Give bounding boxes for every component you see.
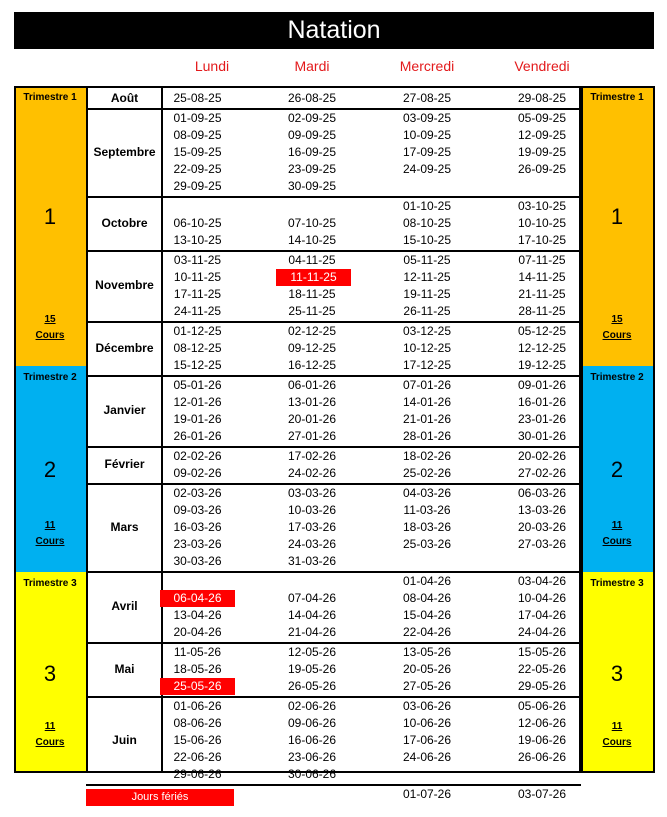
date-cell: 03-12-25	[402, 324, 452, 338]
date-cell: 19-12-25	[517, 358, 567, 372]
date-cell: 16-01-26	[517, 395, 567, 409]
date-cell: 06-03-26	[517, 486, 567, 500]
trimester-number: 2	[610, 457, 624, 482]
date-cell: 03-06-26	[402, 699, 452, 713]
date-cell: 30-03-26	[173, 554, 222, 568]
trimester-number: 1	[43, 204, 57, 229]
month-label: Mai	[114, 661, 135, 676]
date-cell: 26-05-26	[287, 679, 337, 693]
date-cell: 30-01-26	[517, 429, 567, 443]
date-cell: 17-11-25	[173, 287, 222, 301]
date-cell: 10-06-26	[402, 716, 452, 730]
date-cell: 21-01-26	[402, 412, 452, 426]
trimester-label: Trimestre 2	[590, 372, 644, 383]
trimester-number: 2	[43, 457, 57, 482]
date-cell: 25-08-25	[173, 91, 222, 105]
date-cell: 14-10-25	[287, 233, 337, 247]
date-cell: 16-06-26	[287, 733, 337, 747]
date-cell: 02-03-26	[173, 486, 222, 500]
date-cell: 04-03-26	[402, 486, 452, 500]
course-count: 11	[44, 721, 56, 732]
date-cell: 01-07-26	[402, 787, 452, 801]
date-cell: 28-01-26	[402, 429, 452, 443]
date-cell: 05-12-25	[517, 324, 567, 338]
date-cell: 19-09-25	[517, 145, 567, 159]
date-cell: 10-10-25	[517, 216, 567, 230]
date-cell: 06-10-25	[173, 216, 222, 230]
date-cell: 18-11-25	[288, 287, 336, 301]
course-count: 15	[44, 314, 56, 325]
date-cell: 26-11-25	[403, 304, 451, 318]
date-cell: 01-10-25	[402, 199, 452, 213]
date-cell: 19-01-26	[173, 412, 222, 426]
day-header-mardi: Mardi	[294, 58, 330, 74]
legend-holidays: Jours fériés	[86, 789, 234, 806]
date-cell: 23-03-26	[173, 537, 222, 551]
course-count: 11	[44, 520, 56, 531]
date-cell: 20-05-26	[402, 662, 452, 676]
date-cell: 02-09-25	[287, 111, 337, 125]
month-label: Juin	[112, 732, 137, 747]
date-cell: 20-03-26	[517, 520, 567, 534]
trimester-label: Trimestre 2	[23, 372, 77, 383]
day-header-lundi: Lundi	[194, 58, 230, 74]
date-cell: 28-11-25	[518, 304, 566, 318]
date-cell: 07-04-26	[287, 591, 337, 605]
date-cell: 23-06-26	[287, 750, 337, 764]
date-cell: 03-03-26	[287, 486, 337, 500]
date-cell: 15-06-26	[173, 733, 222, 747]
date-cell: 31-03-26	[287, 554, 337, 568]
date-cell: 15-09-25	[173, 145, 222, 159]
date-cell: 26-09-25	[517, 162, 567, 176]
date-cell: 19-11-25	[403, 287, 451, 301]
date-cell: 03-07-26	[517, 787, 567, 801]
date-cell: 29-06-26	[173, 767, 222, 781]
date-cell: 22-04-26	[402, 625, 452, 639]
holiday-date-cell: 11-11-25	[276, 269, 351, 286]
date-cell: 10-09-25	[402, 128, 452, 142]
date-cell: 13-03-26	[517, 503, 567, 517]
date-cell: 08-10-25	[402, 216, 452, 230]
course-count: 15	[611, 314, 623, 325]
month-label: Novembre	[95, 278, 154, 292]
course-count: 11	[611, 520, 623, 531]
trimester-number: 3	[610, 660, 624, 686]
month-label: Octobre	[101, 215, 148, 230]
date-cell: 17-10-25	[517, 233, 567, 247]
date-cell: 02-02-26	[173, 449, 222, 463]
date-cell: 26-01-26	[173, 429, 222, 443]
date-cell: 07-11-25	[518, 253, 566, 267]
date-cell: 20-01-26	[287, 412, 337, 426]
day-header-vendredi: Vendredi	[514, 58, 570, 74]
date-cell: 03-11-25	[173, 253, 222, 267]
date-cell: 17-09-25	[402, 145, 452, 159]
date-cell: 09-01-26	[517, 378, 567, 392]
date-cell: 18-02-26	[402, 449, 452, 463]
month-label: Décembre	[95, 340, 154, 355]
date-cell: 03-10-25	[517, 199, 567, 213]
date-cell: 01-06-26	[173, 699, 222, 713]
date-cell: 08-04-26	[402, 591, 452, 605]
trimester-column-border	[14, 86, 88, 773]
date-cell: 17-12-25	[402, 358, 452, 372]
date-cell: 30-09-25	[287, 179, 337, 193]
date-cell: 05-09-25	[517, 111, 567, 125]
course-count-label: Cours	[35, 536, 65, 547]
course-count-label: Cours	[602, 330, 632, 341]
date-cell: 09-03-26	[173, 503, 222, 517]
trimester-label: Trimestre 1	[590, 92, 644, 103]
date-cell: 08-06-26	[173, 716, 222, 730]
date-cell: 11-05-26	[173, 645, 222, 659]
date-cell: 05-11-25	[403, 253, 451, 267]
date-cell: 01-12-25	[173, 324, 222, 338]
course-count-label: Cours	[35, 330, 65, 341]
date-cell: 17-02-26	[287, 449, 337, 463]
date-cell: 16-12-25	[287, 358, 337, 372]
trimester-number: 1	[610, 204, 624, 229]
date-cell: 27-02-26	[517, 466, 567, 480]
date-cell: 17-06-26	[402, 733, 452, 747]
month-label: Avril	[111, 599, 138, 613]
month-label: Février	[104, 457, 145, 471]
date-cell: 21-04-26	[287, 625, 337, 639]
month-label: Janvier	[103, 403, 146, 417]
date-cell: 20-04-26	[173, 625, 222, 639]
date-cell: 14-11-25	[518, 270, 566, 284]
date-cell: 13-05-26	[402, 645, 452, 659]
course-count: 11	[611, 721, 623, 732]
trimester-number: 3	[43, 660, 57, 686]
date-cell: 18-05-26	[173, 662, 222, 676]
date-cell: 12-11-25	[403, 270, 451, 284]
date-cell: 16-09-25	[287, 145, 337, 159]
date-cell: 15-05-26	[517, 645, 567, 659]
month-label: Septembre	[93, 144, 156, 159]
date-cell: 04-11-25	[288, 253, 336, 267]
date-cell: 21-11-25	[518, 287, 566, 301]
date-cell: 15-12-25	[173, 358, 222, 372]
date-cell: 09-12-25	[287, 341, 337, 355]
date-cell: 24-06-26	[402, 750, 452, 764]
date-cell: 13-01-26	[287, 395, 337, 409]
date-cell: 22-05-26	[517, 662, 567, 676]
date-cell: 23-01-26	[517, 412, 567, 426]
trimester-column-border	[581, 86, 655, 773]
date-cell: 12-06-26	[517, 716, 567, 730]
date-cell: 03-09-25	[402, 111, 452, 125]
date-cell: 03-04-26	[517, 574, 567, 588]
date-cell: 12-09-25	[517, 128, 567, 142]
date-cell: 17-04-26	[517, 608, 567, 622]
date-cell: 19-05-26	[287, 662, 337, 676]
date-cell: 01-09-25	[173, 111, 222, 125]
date-cell: 17-03-26	[287, 520, 337, 534]
date-cell: 19-06-26	[517, 733, 567, 747]
date-cell: 29-05-26	[517, 679, 567, 693]
course-count-label: Cours	[602, 536, 632, 547]
page-title: Natation	[14, 12, 654, 49]
date-cell: 07-01-26	[402, 378, 452, 392]
date-cell: 10-04-26	[517, 591, 567, 605]
date-cell: 22-09-25	[173, 162, 222, 176]
date-cell: 24-09-25	[402, 162, 452, 176]
date-cell: 10-11-25	[173, 270, 222, 284]
date-cell: 01-04-26	[402, 574, 452, 588]
course-count-label: Cours	[35, 737, 65, 748]
date-cell: 22-06-26	[173, 750, 222, 764]
month-label: Août	[110, 90, 139, 105]
date-cell: 07-10-25	[287, 216, 337, 230]
date-cell: 29-08-25	[517, 91, 567, 105]
date-cell: 13-10-25	[173, 233, 222, 247]
date-cell: 24-04-26	[517, 625, 567, 639]
date-cell: 09-06-26	[287, 716, 337, 730]
date-cell: 15-04-26	[402, 608, 452, 622]
date-cell: 05-06-26	[517, 699, 567, 713]
date-cell: 12-05-26	[287, 645, 337, 659]
date-cell: 24-02-26	[287, 466, 337, 480]
month-label: Mars	[110, 519, 139, 534]
date-cell: 26-06-26	[517, 750, 567, 764]
trimester-label: Trimestre 1	[23, 92, 77, 103]
date-cell: 24-11-25	[173, 304, 222, 318]
holiday-date-cell: 06-04-26	[160, 590, 235, 607]
date-cell: 08-09-25	[173, 128, 222, 142]
date-cell: 06-01-26	[287, 378, 337, 392]
date-cell: 13-04-26	[173, 608, 222, 622]
date-cell: 02-06-26	[287, 699, 337, 713]
trimester-label: Trimestre 3	[23, 578, 77, 589]
date-cell: 09-09-25	[287, 128, 337, 142]
date-cell: 14-04-26	[287, 608, 337, 622]
date-cell: 29-09-25	[173, 179, 222, 193]
day-header-mercredi: Mercredi	[399, 58, 455, 74]
date-cell: 14-01-26	[402, 395, 452, 409]
date-cell: 25-11-25	[288, 304, 336, 318]
date-cell: 26-08-25	[287, 91, 337, 105]
date-cell: 12-01-26	[173, 395, 222, 409]
date-cell: 27-05-26	[402, 679, 452, 693]
date-cell: 08-12-25	[173, 341, 222, 355]
date-cell: 18-03-26	[402, 520, 452, 534]
date-cell: 10-03-26	[287, 503, 337, 517]
date-cell: 27-01-26	[287, 429, 337, 443]
course-count-label: Cours	[602, 737, 632, 748]
date-cell: 15-10-25	[402, 233, 452, 247]
date-cell: 25-02-26	[402, 466, 452, 480]
date-cell: 09-02-26	[173, 466, 222, 480]
date-cell: 25-03-26	[402, 537, 452, 551]
date-cell: 23-09-25	[287, 162, 337, 176]
trimester-label: Trimestre 3	[590, 578, 644, 589]
date-cell: 20-02-26	[517, 449, 567, 463]
holiday-date-cell: 25-05-26	[160, 678, 235, 695]
date-cell: 27-03-26	[517, 537, 567, 551]
date-cell: 02-12-25	[287, 324, 337, 338]
date-cell: 10-12-25	[402, 341, 452, 355]
date-cell: 16-03-26	[173, 520, 222, 534]
date-cell: 30-06-26	[287, 767, 337, 781]
date-cell: 05-01-26	[173, 378, 222, 392]
date-cell: 24-03-26	[287, 537, 337, 551]
date-cell: 27-08-25	[402, 91, 452, 105]
date-cell: 11-03-26	[403, 503, 451, 517]
date-cell: 12-12-25	[517, 341, 567, 355]
